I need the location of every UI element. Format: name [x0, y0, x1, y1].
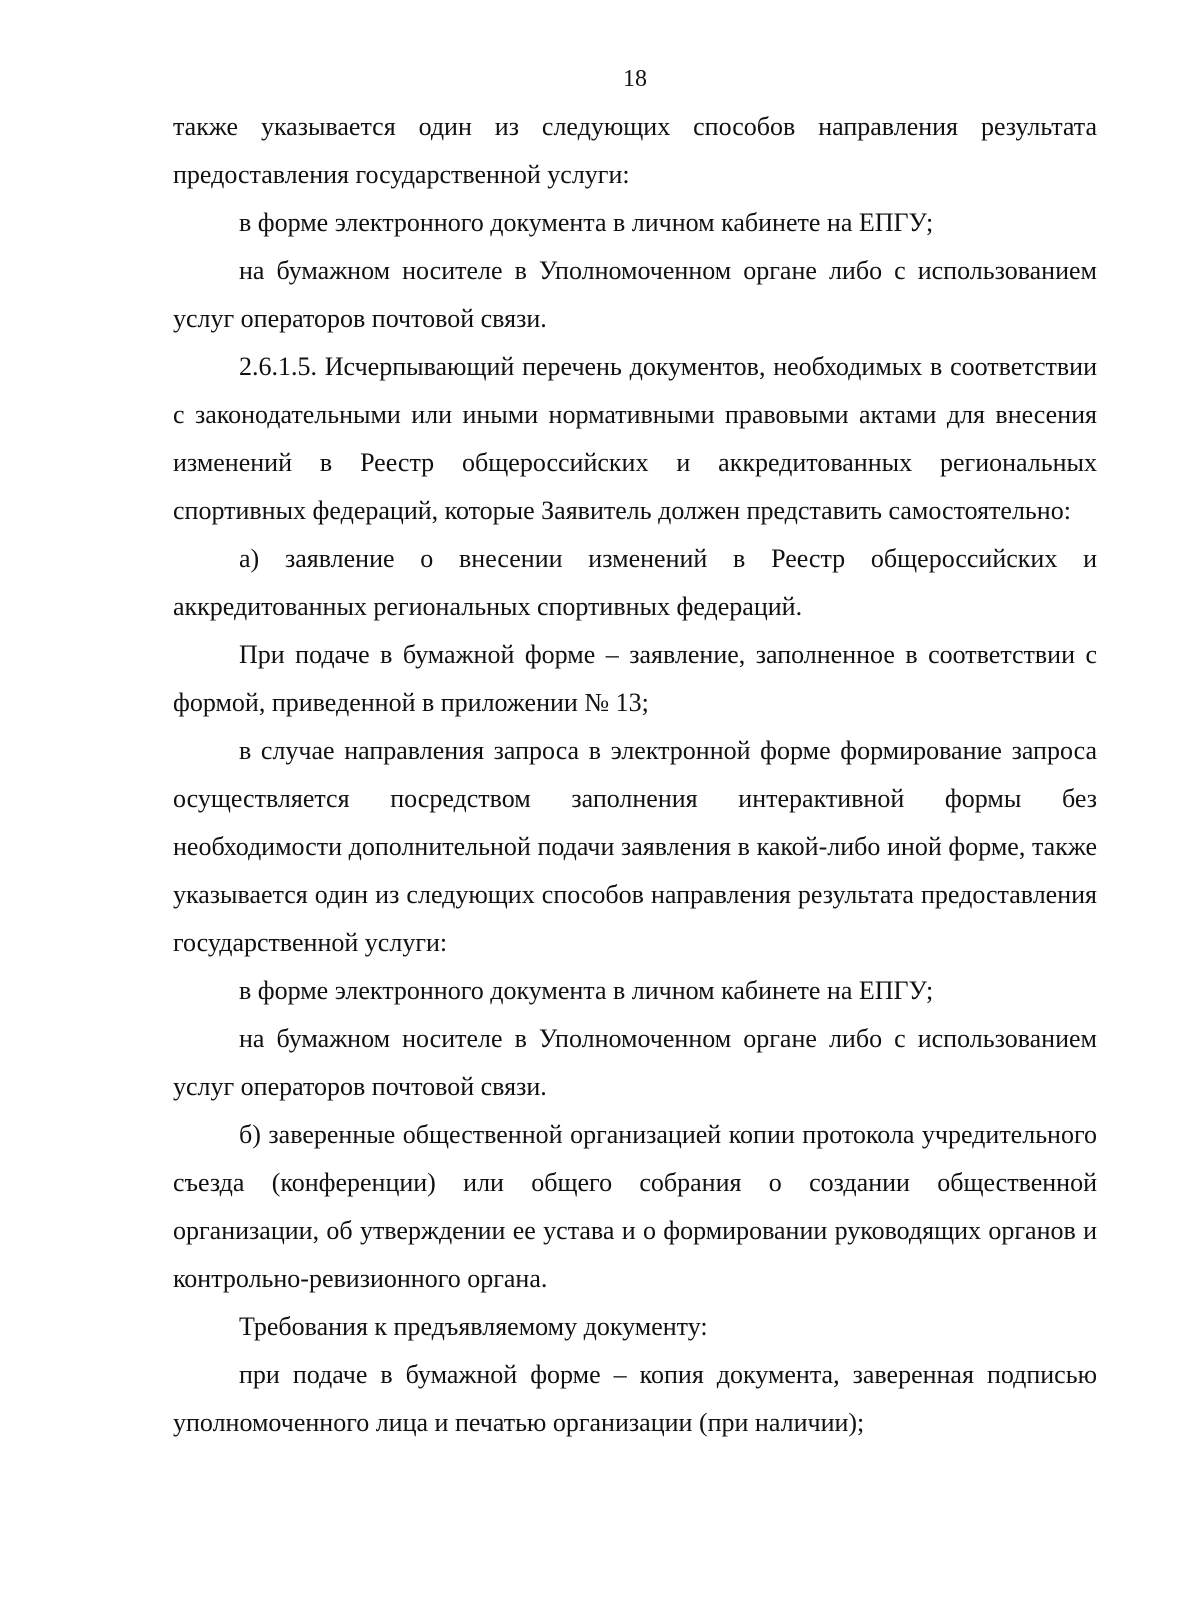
paragraph-item-a: а) заявление о внесении изменений в Реестр общероссийских и аккредитованных региональных спортивных федераций.	[173, 544, 1097, 621]
paragraph-paper-option: на бумажном носителе в Уполномоченном органе либо с использованием услуг операторов почтовой связи.	[173, 256, 1097, 333]
paragraph-electronic-request: в случае направления запроса в электронной форме формирование запроса осуществляется посредством заполнения интерактивной формы без необходимости дополнительной подачи заявления в какой-либо иной форме, также указывается один из следующих способов направления результата предоставления государственной услуги:	[173, 736, 1097, 957]
paragraph-section-2-6-1-5: 2.6.1.5. Исчерпывающий перечень документов, необходимых в соответствии с законодательными или иными нормативными правовыми актами для внесения изменений в Реестр общероссийских и аккредитованных региональных спортивных федераций, которые Заявитель должен представить самостоятельно:	[173, 352, 1097, 525]
paragraph-document-requirements: Требования к предъявляемому документу:	[239, 1312, 708, 1341]
document-body	[173, 103, 1097, 1447]
paragraph-result-methods-intro: также указывается один из следующих способов направления результата предоставления государственной услуги:	[173, 112, 1097, 189]
paragraph-paper-application: При подаче в бумажной форме – заявление, заполненное в соответствии с формой, приведенной в приложении № 13;	[173, 640, 1097, 717]
paragraph-epgu-option-2: в форме электронного документа в личном кабинете на ЕПГУ;	[239, 976, 934, 1005]
paragraph-epgu-option: в форме электронного документа в личном кабинете на ЕПГУ;	[239, 208, 934, 237]
paragraph-item-b: б) заверенные общественной организацией копии протокола учредительного съезда (конференции) или общего собрания о создании общественной организации, об утверждении ее устава и о формировании руководящих органов и контрольно-ревизионного органа.	[173, 1120, 1097, 1293]
paragraph-paper-option-2: на бумажном носителе в Уполномоченном органе либо с использованием услуг операторов почтовой связи.	[173, 1024, 1097, 1101]
paragraph-paper-copy-requirement: при подаче в бумажной форме – копия документа, заверенная подписью уполномоченного лица и печатью организации (при наличии);	[173, 1360, 1097, 1437]
page-number: 18	[623, 66, 647, 92]
